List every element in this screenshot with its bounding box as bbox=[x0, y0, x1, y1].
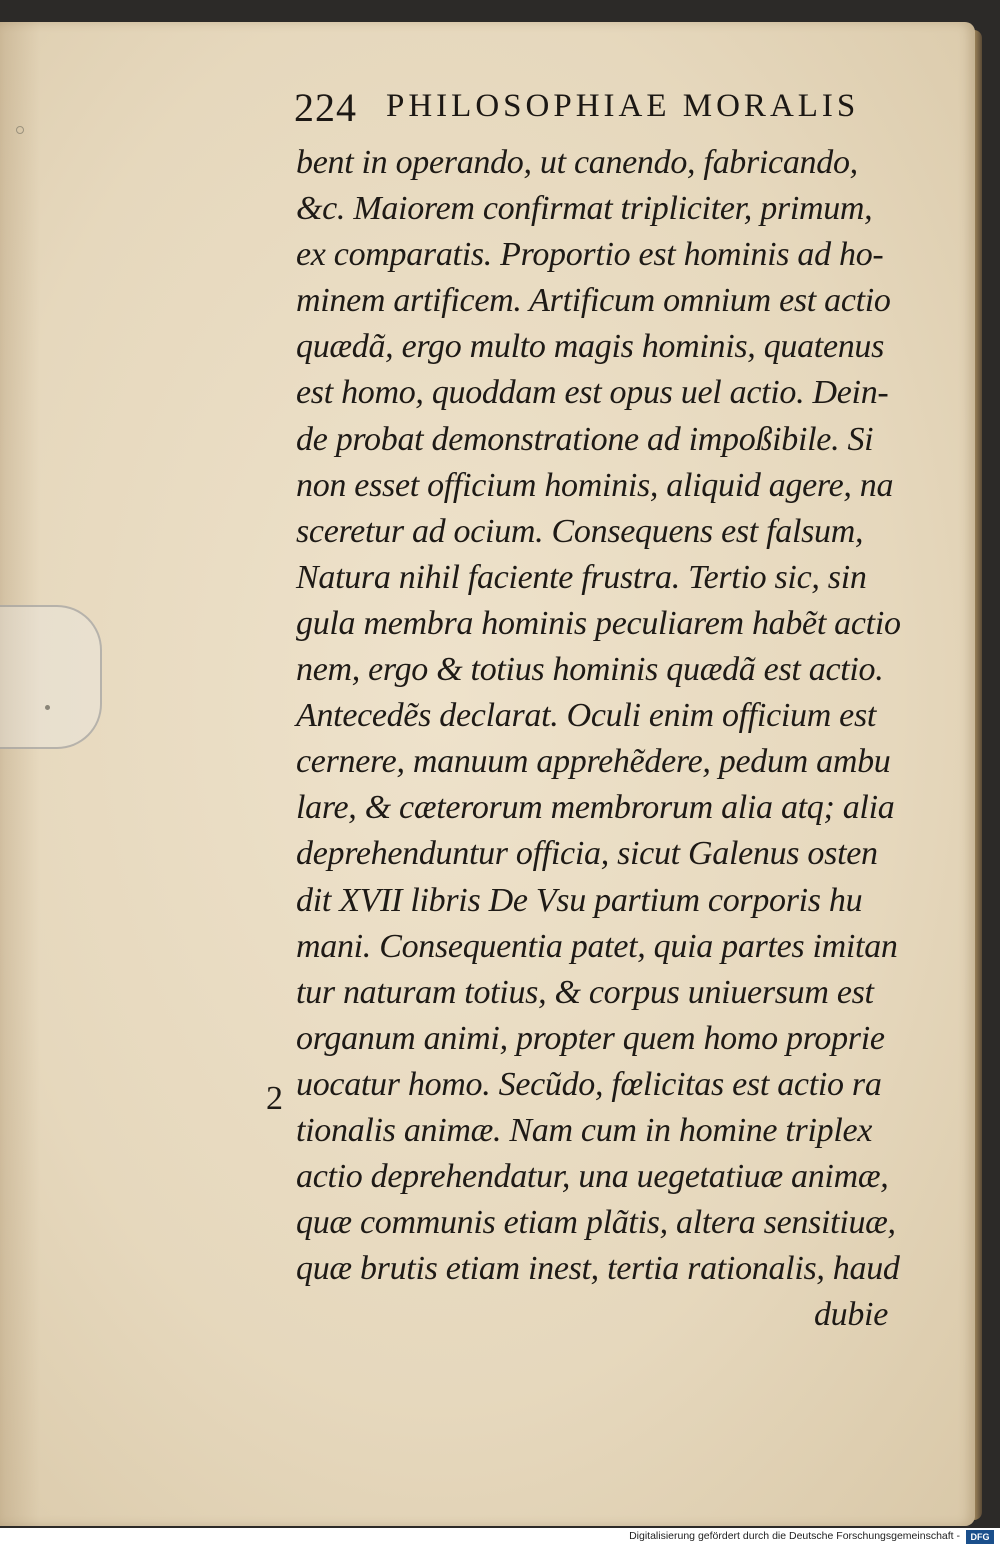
margin-note: 2 bbox=[266, 1080, 283, 1117]
text-line: ex comparatis. Proportio est hominis ad ho- bbox=[296, 236, 884, 274]
text-line: &c. Maiorem confirmat tripliciter, primum, bbox=[296, 190, 873, 228]
text-line: lare, & cæterorum membrorum alia atq; alia bbox=[296, 789, 895, 827]
text-line: quæ brutis etiam inest, tertia rationalis, haud bbox=[296, 1250, 900, 1288]
text-line: cernere, manuum apprehẽdere, pedum ambu bbox=[296, 743, 891, 781]
page-number: 224 bbox=[294, 85, 357, 130]
text-line: de probat demonstratione ad impoßibile. Si bbox=[296, 420, 874, 458]
text-line: dit XVII libris De Vsu partium corporis hu bbox=[296, 881, 863, 919]
page-clip bbox=[0, 605, 102, 749]
text-line: nem, ergo & totius hominis quædã est actio. bbox=[296, 651, 884, 689]
clip-dot bbox=[45, 705, 50, 710]
catchword: dubie bbox=[813, 1296, 888, 1334]
text-line: Natura nihil faciente frustra. Tertio sic, sin bbox=[296, 558, 867, 596]
text-line: minem artificem. Artificum omnium est actio bbox=[296, 282, 891, 320]
text-line: quæ communis etiam plãtis, altera sensitiuæ, bbox=[296, 1204, 896, 1242]
body-text bbox=[296, 140, 901, 1338]
pin-hole-mark bbox=[16, 126, 24, 134]
page-header bbox=[294, 84, 874, 134]
text-line: organum animi, propter quem homo proprie bbox=[296, 1019, 885, 1057]
text-line: Antecedẽs declarat. Oculi enim officium est bbox=[296, 697, 877, 735]
dfg-logo: DFG bbox=[966, 1530, 994, 1544]
text-line: deprehenduntur officia, sicut Galenus osten bbox=[296, 835, 878, 873]
text-line: est homo, quoddam est opus uel actio. Dein- bbox=[296, 374, 889, 412]
text-line: actio deprehendatur, una uegetatiuæ animæ, bbox=[296, 1158, 889, 1196]
text-line: quædã, ergo multo magis hominis, quatenus bbox=[296, 328, 885, 366]
gutter-shadow bbox=[0, 22, 40, 1526]
running-head: PHILOSOPHIAE MORALIS bbox=[386, 88, 860, 124]
text-line: sceretur ad ocium. Consequens est falsum, bbox=[296, 512, 864, 550]
footer-credit: Digitalisierung gefördert durch die Deutsche Forschungsgemeinschaft - bbox=[629, 1530, 960, 1542]
text-line: mani. Consequentia patet, quia partes imitan bbox=[296, 927, 898, 965]
text-line: tur naturam totius, & corpus uniuersum est bbox=[296, 973, 874, 1011]
text-line: tionalis animæ. Nam cum in homine triplex bbox=[296, 1111, 873, 1149]
text-line: gula membra hominis peculiarem habẽt actio bbox=[296, 604, 901, 642]
text-line: bent in operando, ut canendo, fabricando, bbox=[296, 144, 858, 181]
text-line: non esset officium hominis, aliquid agere, na bbox=[296, 466, 894, 504]
text-line: uocatur homo. Secũdo, fœlicitas est actio ra bbox=[296, 1065, 882, 1103]
